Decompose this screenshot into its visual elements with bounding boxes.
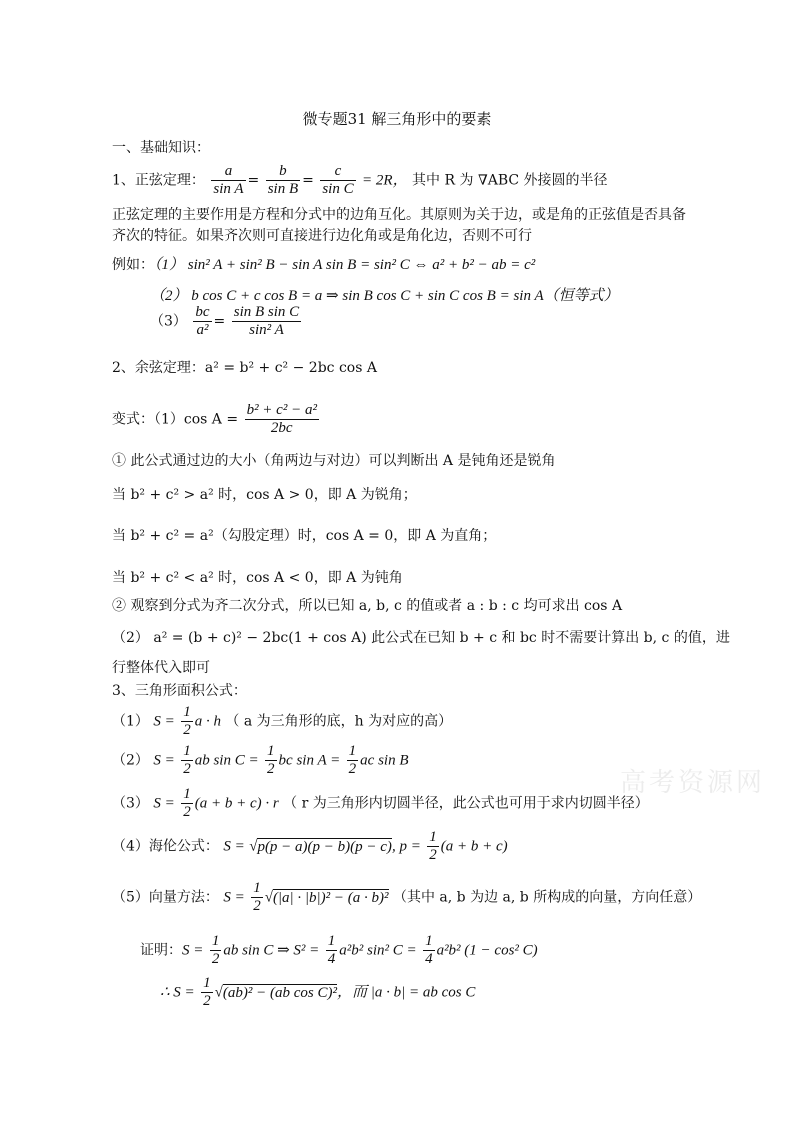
area-formula-4-label: （4）海伦公式： — [112, 838, 219, 855]
variant-2: （2） a² = (b + c)² − 2bc(1 + cos A) 此公式在已知 b + c 和 bc 时不需要计算出 b, c 的值，进 — [112, 630, 730, 646]
proof-step-2: a²b² sin² C = — [339, 942, 417, 959]
fraction-half: $\frac{1}{2}$ — [211, 933, 220, 967]
case-obtuse: 当 b² + c² < a² 时，cos A < 0，即 A 为钝角 — [112, 570, 403, 586]
area-formula-5-lhs: S = — [223, 889, 245, 906]
fraction-bc-a2: $\frac{bc}{\text{a²}}$ — [195, 304, 210, 338]
area-formula-2-term-a: ab sin C = — [194, 752, 259, 769]
fraction-quarter: $\frac{1}{4}$ — [425, 933, 433, 967]
area-formula-5-note: （其中 a, b 为边 a, b 所构成的向量，方向任意） — [392, 889, 702, 906]
fraction-half: $\frac{1}{2}$ — [183, 704, 191, 738]
fraction-a-sinA: $\frac{a}{\text{sin A}}$ — [213, 163, 244, 197]
proof-conclusion-tail: ，而 |a · b| = ab cos C — [336, 984, 476, 1001]
case-right: 当 b² + c² = a²（勾股定理）时，cos A = 0，即 A 为直角； — [112, 528, 497, 544]
area-formula-3-note: （ r 为三角形内切圆半径，此公式也可用于求内切圆半径） — [283, 795, 649, 812]
fraction-half: $\frac{1}{2}$ — [203, 975, 211, 1009]
sqrt-sign: √ — [249, 838, 258, 855]
area-formula-3-label: （3） — [112, 795, 149, 812]
fraction-cosA: $\frac{\text{b² + c² − a²}}{2bc}$ — [246, 402, 317, 436]
law-of-sines-label: 1、正弦定理： — [112, 172, 205, 189]
fraction-half: $\frac{1}{2}$ — [267, 743, 275, 777]
example-1 — [112, 256, 535, 274]
law-of-cosines: 2、余弦定理：a² = b² + c² − 2bc cos A — [112, 360, 377, 376]
area-formula-4-lhs: S = — [223, 838, 245, 855]
area-formula-1 — [112, 704, 452, 739]
example-3-label: （3） — [150, 313, 187, 330]
area-formula-1-lhs: S = — [153, 713, 175, 730]
proof-radicand: (ab)² − (ab cos C)² — [222, 984, 337, 1001]
fraction-half: $\frac{1}{2}$ — [183, 743, 191, 777]
proof-line-1 — [140, 933, 538, 968]
law-of-sines-rhs: = 2R， — [362, 172, 408, 189]
proof-step-1: ab sin C ⇒ S² = — [223, 942, 320, 959]
proof-step-3: a²b² (1 − cos² C) — [436, 942, 538, 959]
variant-2-continued: 行整体代入即可 — [112, 660, 210, 676]
area-formula-2 — [112, 743, 408, 778]
area-heading: 3、三角形面积公式： — [112, 683, 247, 699]
proof-conclusion-lhs: ∴ S = — [160, 984, 195, 1001]
fraction-half: $\frac{1}{2}$ — [348, 743, 357, 777]
proof-lhs: S = — [182, 942, 204, 959]
fraction-half: $\frac{1}{2}$ — [429, 829, 437, 863]
law-of-sines-line: 1、正弦定理： $\frac{a}{\text{sin A}}$ = $\frac{b}{\text{sin B}}$ = $\frac{c}{\text{sin C}}$ = 2R， 其中 R 为 ∇ABC 外接圆的半径 — [112, 163, 608, 197]
area-formula-3-lhs: S = — [153, 795, 175, 812]
case-acute: 当 b² + c² > a² 时，cos A > 0，即 A 为锐角； — [112, 487, 417, 503]
area-formula-1-note: （ a 为三角形的底，h 为对应的高） — [225, 713, 453, 730]
area-formula-1-label: （1） — [112, 713, 149, 730]
area-formula-4-radicand: p(p − a)(p − b)(p − c) — [257, 838, 392, 855]
proof-line-2 — [160, 975, 475, 1010]
fraction-b-sinB: $\frac{b}{\text{sin B}}$ — [267, 163, 299, 197]
variant-1 — [112, 402, 321, 437]
example-3: （3） $\frac{bc}{\text{a²}}$ = $\frac{\text{sin B sin C}}{\text{sin² A}}$ — [150, 304, 300, 338]
watermark: 高考资源网 — [620, 768, 766, 798]
area-formula-5-radicand: (|a| · |b|)² − (a · b)² — [272, 889, 389, 906]
fraction-half: $\frac{1}{2}$ — [253, 880, 261, 914]
comment-1: ① 此公式通过边的大小（角两边与对边）可以判断出 A 是钝角还是锐角 — [112, 453, 556, 469]
area-formula-2-lhs: S = — [153, 752, 175, 769]
page-title: 微专题31 解三角形中的要素 — [302, 110, 492, 128]
example-2: （2） b cos C + c cos B = a ⇒ sin B cos C + sin C cos B = sin A（恒等式） — [150, 288, 619, 304]
area-formula-3 — [112, 786, 649, 821]
fraction-sinB-sinC: $\frac{\text{sin B sin C}}{\text{sin² A}}$ — [233, 304, 300, 338]
area-formula-4-mid: , p = — [391, 838, 421, 855]
comment-2: ② 观察到分式为齐二次分式，所以已知 a, b, c 的值或者 a : b : c 均可求出 cos A — [112, 598, 623, 614]
example-1-formula: （1） sin² A + sin² B − sin A sin B = sin² C ⇔ a² + b² − ab = c² — [154, 257, 536, 273]
law-of-sines-note: 其中 R 为 ∇ABC 外接圆的半径 — [412, 172, 608, 189]
area-formula-5-label: （5）向量方法： — [112, 889, 219, 906]
sqrt-sign: √ — [264, 889, 273, 906]
area-formula-3-rhs: (a + b + c) · r — [194, 795, 279, 812]
proof-label: 证明： — [140, 942, 182, 959]
area-formula-2-term-c: ac sin B — [360, 752, 409, 769]
area-formula-1-rhs: a · h — [194, 713, 221, 730]
section-heading-basics: 一、基础知识： — [112, 140, 210, 156]
examples-label: 例如： — [112, 257, 154, 273]
area-formula-2-term-b: bc sin A = — [278, 752, 341, 769]
fraction-c-sinC: $\frac{c}{\text{sin C}}$ — [322, 163, 354, 197]
law-of-sines-explanation: 正弦定理的主要作用是方程和分式中的边角互化。其原则为关于边，或是角的正弦值是否具备齐次的特征。如果齐次则可直接进行边化角或是角化边，否则不可行 — [112, 207, 686, 244]
variant-label: 变式：（1）cos A = — [112, 411, 239, 428]
fraction-quarter: $\frac{1}{4}$ — [327, 933, 336, 967]
fraction-half: $\frac{1}{2}$ — [183, 786, 191, 820]
area-formula-4-rhs: (a + b + c) — [440, 838, 508, 855]
area-formula-4-heron — [112, 829, 508, 864]
area-formula-5-vector — [112, 880, 701, 915]
sqrt-sign: √ — [214, 984, 223, 1001]
area-formula-2-label: （2） — [112, 752, 149, 769]
